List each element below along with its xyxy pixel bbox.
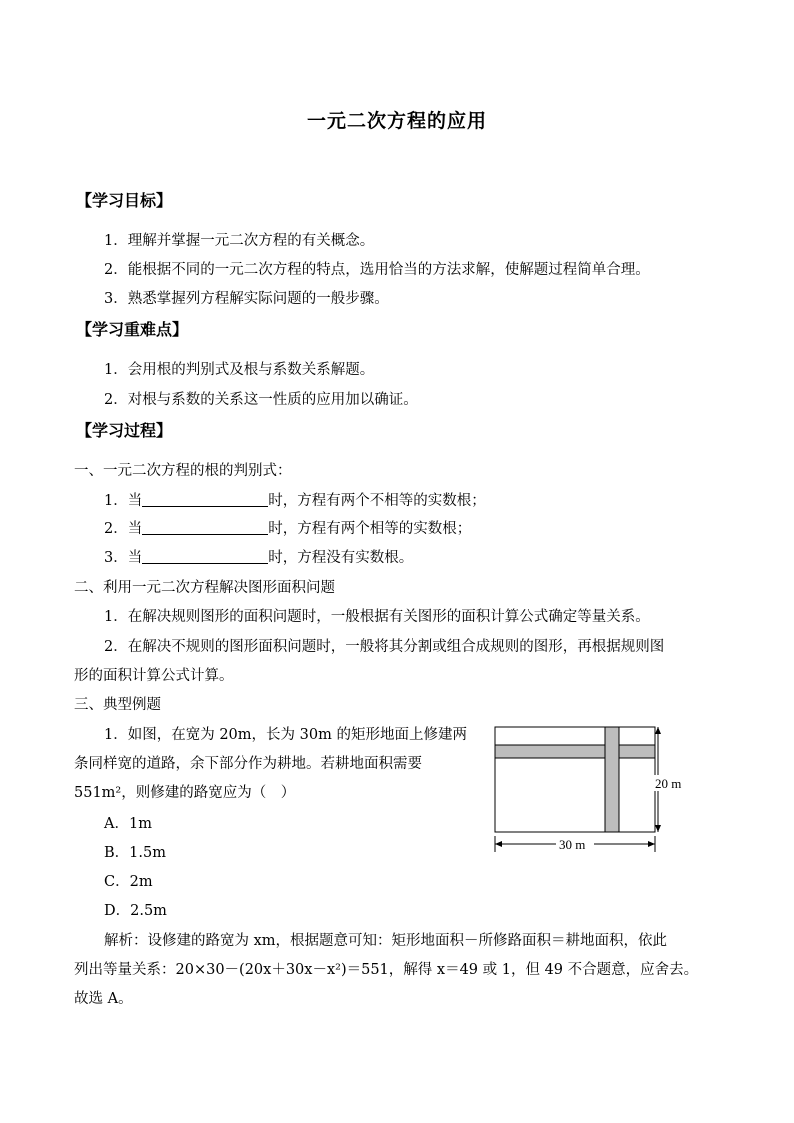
horizontal-road [495, 745, 655, 758]
item-prefix: 2．当 [104, 521, 143, 537]
field-diagram-svg [490, 722, 690, 862]
question-text: 1．如图，在宽为 20m，长为 30m 的矩形地面上修建两 [104, 727, 467, 743]
fill-blank[interactable] [142, 491, 268, 507]
arrow-head-icon [655, 825, 661, 832]
field-diagram [490, 722, 690, 862]
road-crossing [606, 746, 619, 758]
page-title: 一元二次方程的应用 [306, 110, 487, 132]
item-suffix: 时，方程有两个相等的实数根； [268, 521, 472, 537]
arrow-head-icon [495, 841, 502, 847]
option-a: A．1m [104, 816, 152, 832]
length-label: 30 m [559, 837, 586, 852]
fill-blank[interactable] [142, 548, 268, 564]
option-b: B．1.5m [104, 845, 166, 861]
arrow-head-icon [655, 727, 661, 734]
discriminant-item [104, 548, 413, 568]
part2-item: 2．在解决不规则的图形面积问题时，一般将其分割或组合成规则的图形，再根据规则图 [104, 639, 665, 655]
item-prefix: 3．当 [104, 550, 143, 566]
question-text: 条同样宽的道路，余下部分作为耕地。若耕地面积需要 [74, 756, 422, 772]
part2-heading: 二、利用一元二次方程解决图形面积问题 [74, 580, 335, 596]
key-points-heading: 【学习重难点】 [76, 320, 189, 339]
discriminant-item [104, 519, 471, 539]
item-prefix: 1．当 [104, 493, 143, 509]
option-d: D．2.5m [104, 903, 167, 919]
fill-blank[interactable] [142, 519, 268, 535]
goal-item: 2．能根据不同的一元二次方程的特点，选用恰当的方法求解，使解题过程简单合理。 [104, 262, 650, 278]
process-heading: 【学习过程】 [76, 421, 173, 440]
width-label: 20 m [655, 776, 682, 791]
analysis-text: 解析：设修建的路宽为 xm，根据题意可知：矩形地面积－所修路面积＝耕地面积，依此 [104, 933, 668, 949]
goals-heading: 【学习目标】 [76, 191, 173, 210]
item-suffix: 时，方程有两个不相等的实数根； [268, 493, 486, 509]
part2-item-continued: 形的面积计算公式计算。 [74, 668, 234, 684]
goal-item: 1．理解并掌握一元二次方程的有关概念。 [104, 233, 375, 249]
analysis-text: 故选 A。 [74, 991, 133, 1007]
goal-item: 3．熟悉掌握列方程解实际问题的一般步骤。 [104, 291, 389, 307]
question-text: 551m²，则修建的路宽应为（ ） [74, 785, 296, 801]
item-suffix: 时，方程没有实数根。 [268, 550, 414, 566]
discriminant-item [104, 491, 486, 511]
part2-item: 1．在解决规则图形的面积问题时，一般根据有关图形的面积计算公式确定等量关系。 [104, 609, 650, 625]
key-point-item: 1．会用根的判别式及根与系数关系解题。 [104, 362, 375, 378]
arrow-head-icon [648, 841, 655, 847]
part3-heading: 三、典型例题 [74, 697, 161, 713]
vertical-road [605, 727, 619, 832]
part1-heading: 一、一元二次方程的根的判别式： [74, 463, 292, 479]
field-rect [495, 727, 655, 832]
key-point-item: 2．对根与系数的关系这一性质的应用加以确证。 [104, 392, 418, 408]
analysis-text: 列出等量关系：20×30－(20x＋30x－x²)＝551，解得 x＝49 或 1，但 49 不合题意，应舍去。 [74, 962, 699, 978]
option-c: C．2m [104, 874, 153, 890]
